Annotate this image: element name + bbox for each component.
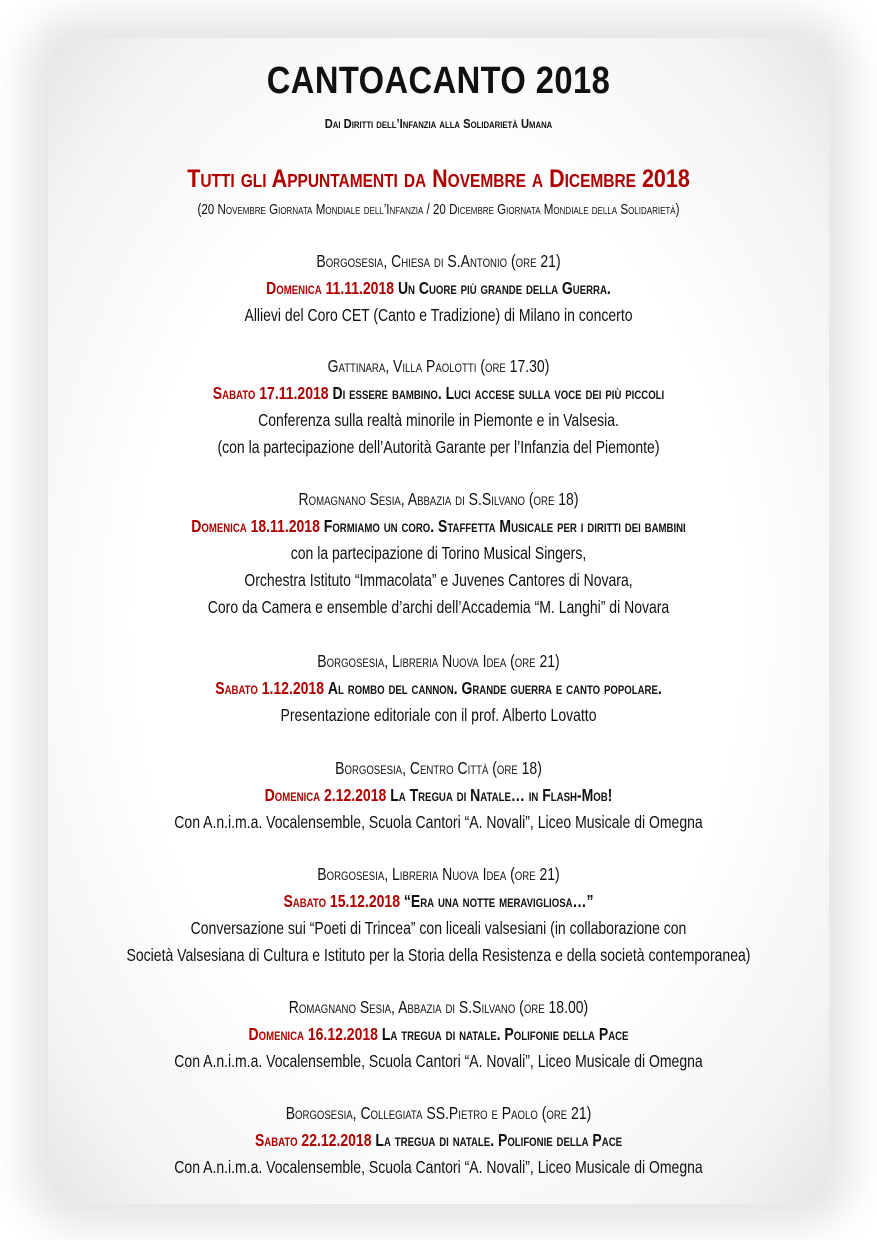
dates-note: (20 Novembre Giornata Mondiale dell’Infanzia / 20 Dicembre Giornata Mondiale della Solidarietà) <box>197 202 680 218</box>
event-title: La Tregua di Natale… in Flash-Mob! <box>390 785 613 805</box>
event-title: La tregua di natale. Polifonie della Pace <box>375 1130 623 1150</box>
event-location: Borgosesia, Libreria Nuova Idea (ore 21) <box>317 651 560 671</box>
event-detail: (con la partecipazione dell’Autorità Garante per l’Infanzia del Piemonte) <box>217 437 660 457</box>
event-detail: Coro da Camera e ensemble d’archi dell’Accademia “M. Langhi” di Novara <box>207 597 670 617</box>
event-block <box>0 755 877 836</box>
event-block <box>0 648 877 729</box>
page-title: CANTOACANTO 2018 <box>266 60 611 102</box>
event-block <box>0 994 877 1075</box>
event-detail: Con A.n.i.m.a. Vocalensemble, Scuola Cantori “A. Novali”, Liceo Musicale di Omegna <box>174 812 703 832</box>
event-block <box>0 248 877 329</box>
event-detail: Società Valsesiana di Cultura e Istituto per la Storia della Resistenza e della società contemporanea) <box>126 945 751 965</box>
event-location: Borgosesia, Chiesa di S.Antonio (ore 21) <box>316 251 561 271</box>
event-detail: Con A.n.i.m.a. Vocalensemble, Scuola Cantori “A. Novali”, Liceo Musicale di Omegna <box>174 1051 703 1071</box>
event-location: Romagnano Sesia, Abbazia di S.Silvano (ore 18.00) <box>288 997 589 1017</box>
page-subtitle: Dai Diritti dell’Infanzia alla Solidarietà Umana <box>324 116 553 131</box>
event-title: Formiamo un coro. Staffetta Musicale per i diritti dei bambini <box>323 516 686 536</box>
event-detail: Conferenza sulla realtà minorile in Piemonte e in Valsesia. <box>258 410 619 430</box>
event-title: “Era una notte meravigliosa…” <box>403 891 594 911</box>
event-detail: Allievi del Coro CET (Canto e Tradizione) di Milano in concerto <box>244 305 633 325</box>
event-title: Di essere bambino. Luci accese sulla voce dei più piccoli <box>332 383 665 403</box>
event-location: Borgosesia, Collegiata SS.Pietro e Paolo (ore 21) <box>285 1103 592 1123</box>
event-date: Sabato 17.11.2018 <box>212 383 329 403</box>
event-date: Domenica 2.12.2018 <box>264 785 387 805</box>
event-title: Al rombo del cannon. Grande guerra e canto popolare. <box>327 678 662 698</box>
event-detail: con la partecipazione di Torino Musical Singers, <box>290 543 587 563</box>
event-date: Domenica 11.11.2018 <box>266 278 395 298</box>
event-date: Sabato 15.12.2018 <box>283 891 400 911</box>
event-location: Gattinara, Villa Paolotti (ore 17.30) <box>327 356 550 376</box>
event-location: Borgosesia, Libreria Nuova Idea (ore 21) <box>317 864 560 884</box>
event-title: La tregua di natale. Polifonie della Pace <box>381 1024 629 1044</box>
event-block <box>0 1100 877 1181</box>
event-detail: Orchestra Istituto “Immacolata” e Juvenes Cantores di Novara, <box>244 570 633 590</box>
event-location: Borgosesia, Centro Città (ore 18) <box>335 758 542 778</box>
event-detail: Conversazione sui “Poeti di Trincea” con liceali valsesiani (in collaborazione con <box>190 918 687 938</box>
event-date: Domenica 16.12.2018 <box>248 1024 378 1044</box>
event-date: Domenica 18.11.2018 <box>191 516 320 536</box>
event-detail: Presentazione editoriale con il prof. Alberto Lovatto <box>280 705 597 725</box>
event-location: Romagnano Sesia, Abbazia di S.Silvano (ore 18) <box>298 489 579 509</box>
event-block <box>0 861 877 969</box>
event-detail: Con A.n.i.m.a. Vocalensemble, Scuola Cantori “A. Novali”, Liceo Musicale di Omegna <box>174 1157 703 1177</box>
event-title: Un Cuore più grande della Guerra. <box>397 278 611 298</box>
section-heading: Tutti gli Appuntamenti da Novembre a Dicembre 2018 <box>187 165 690 193</box>
event-date: Sabato 1.12.2018 <box>215 678 324 698</box>
event-block <box>0 486 877 621</box>
event-date: Sabato 22.12.2018 <box>254 1130 372 1150</box>
event-block <box>0 353 877 461</box>
